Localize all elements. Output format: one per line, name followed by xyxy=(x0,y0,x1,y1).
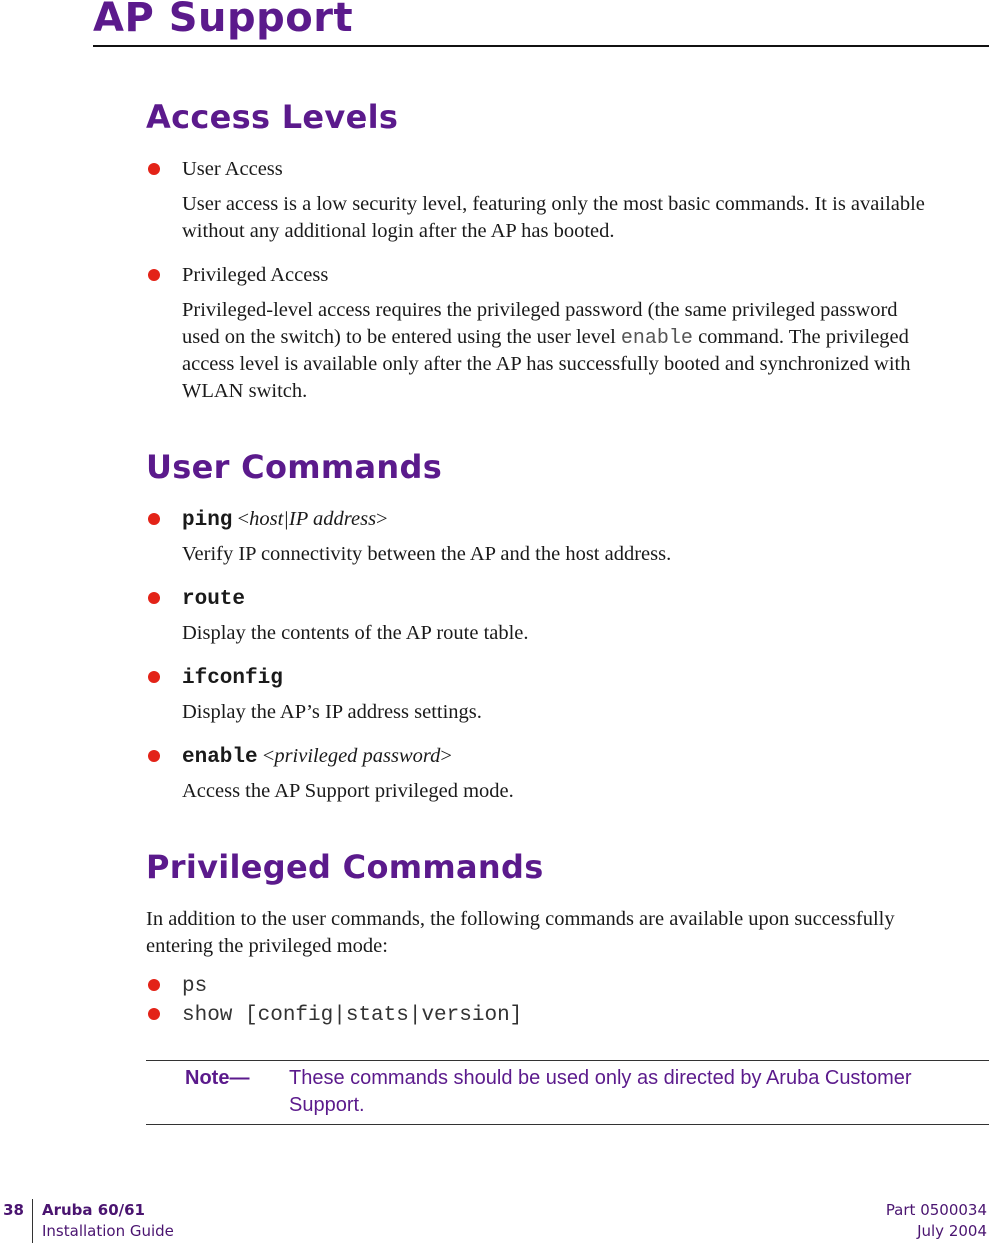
privileged-intro-line: In addition to the user commands, the following commands are available upon successfully xyxy=(146,908,895,930)
privileged-access-label: Privileged Access xyxy=(182,264,329,286)
command-ps xyxy=(182,972,207,1000)
footer-product: Aruba 60/61 xyxy=(42,1201,145,1219)
user-access-desc-line: without any additional login after the AP has booted. xyxy=(182,220,615,242)
command-ping xyxy=(182,506,388,534)
note-bottom-rule xyxy=(146,1124,989,1125)
arg-bracket: < xyxy=(257,745,275,767)
footer-left xyxy=(42,1200,174,1242)
user-access-desc-line: User access is a low security level, featuring only the most basic commands. It is available xyxy=(182,193,925,215)
bullet-icon xyxy=(148,750,160,762)
command-options: [config|stats|version] xyxy=(232,1004,523,1027)
page-number: 38 xyxy=(3,1201,24,1219)
command-name: show xyxy=(182,1004,233,1027)
privileged-intro-line: entering the privileged mode: xyxy=(146,935,388,957)
command-route xyxy=(182,585,245,613)
command-name: ping xyxy=(182,509,233,532)
privileged-access-desc-line: access level is available only after the AP has successfully booted and synchronized with xyxy=(182,353,911,375)
command-name: ifconfig xyxy=(182,667,283,690)
privileged-access-desc-line: Privileged-level access requires the privileged password (the same privileged password xyxy=(182,299,898,321)
footer-separator xyxy=(32,1199,33,1243)
footer-part: Part 0500034 xyxy=(885,1201,987,1219)
bullet-icon xyxy=(148,513,160,525)
command-name: ps xyxy=(182,975,208,998)
privileged-access-desc-line: WLAN switch. xyxy=(182,380,308,402)
inline-code-enable: enable xyxy=(620,327,693,350)
privileged-commands-heading: Privileged Commands xyxy=(146,848,544,886)
privileged-access-desc-line xyxy=(182,324,909,352)
bullet-icon xyxy=(148,163,160,175)
command-show xyxy=(182,1001,522,1029)
command-name: enable xyxy=(182,746,258,769)
arg-bracket: > xyxy=(440,745,452,767)
bullet-icon xyxy=(148,1008,160,1020)
user-commands-heading: User Commands xyxy=(146,448,443,486)
arg-bracket: < xyxy=(232,508,250,530)
arg-bracket: > xyxy=(376,508,388,530)
footer-date: July 2004 xyxy=(917,1222,987,1240)
user-access-label: User Access xyxy=(182,158,283,180)
command-ifconfig xyxy=(182,664,283,692)
command-name: route xyxy=(182,588,246,611)
command-desc: Verify IP connectivity between the AP and the host address. xyxy=(182,543,672,565)
command-arg: host|IP address xyxy=(249,508,377,530)
access-levels-heading: Access Levels xyxy=(146,98,399,136)
desc-text: command. The privileged xyxy=(692,326,909,348)
bullet-icon xyxy=(148,979,160,991)
command-arg: privileged password xyxy=(274,745,441,767)
command-desc: Display the contents of the AP route table. xyxy=(182,622,529,644)
bullet-icon xyxy=(148,592,160,604)
bullet-icon xyxy=(148,269,160,281)
bullet-icon xyxy=(148,671,160,683)
title-rule xyxy=(93,45,989,47)
command-desc: Display the AP’s IP address settings. xyxy=(182,701,482,723)
note-text: These commands should be used only as directed by Aruba Customer Support. xyxy=(289,1067,912,1116)
note-top-rule xyxy=(146,1060,989,1061)
page-title: AP Support xyxy=(93,0,354,41)
note-label: Note— xyxy=(185,1067,250,1089)
desc-text: used on the switch) to be entered using the user level xyxy=(182,326,621,348)
command-enable xyxy=(182,743,452,771)
footer-right xyxy=(886,1200,987,1242)
footer-guide: Installation Guide xyxy=(42,1222,174,1240)
command-desc: Access the AP Support privileged mode. xyxy=(182,780,514,802)
